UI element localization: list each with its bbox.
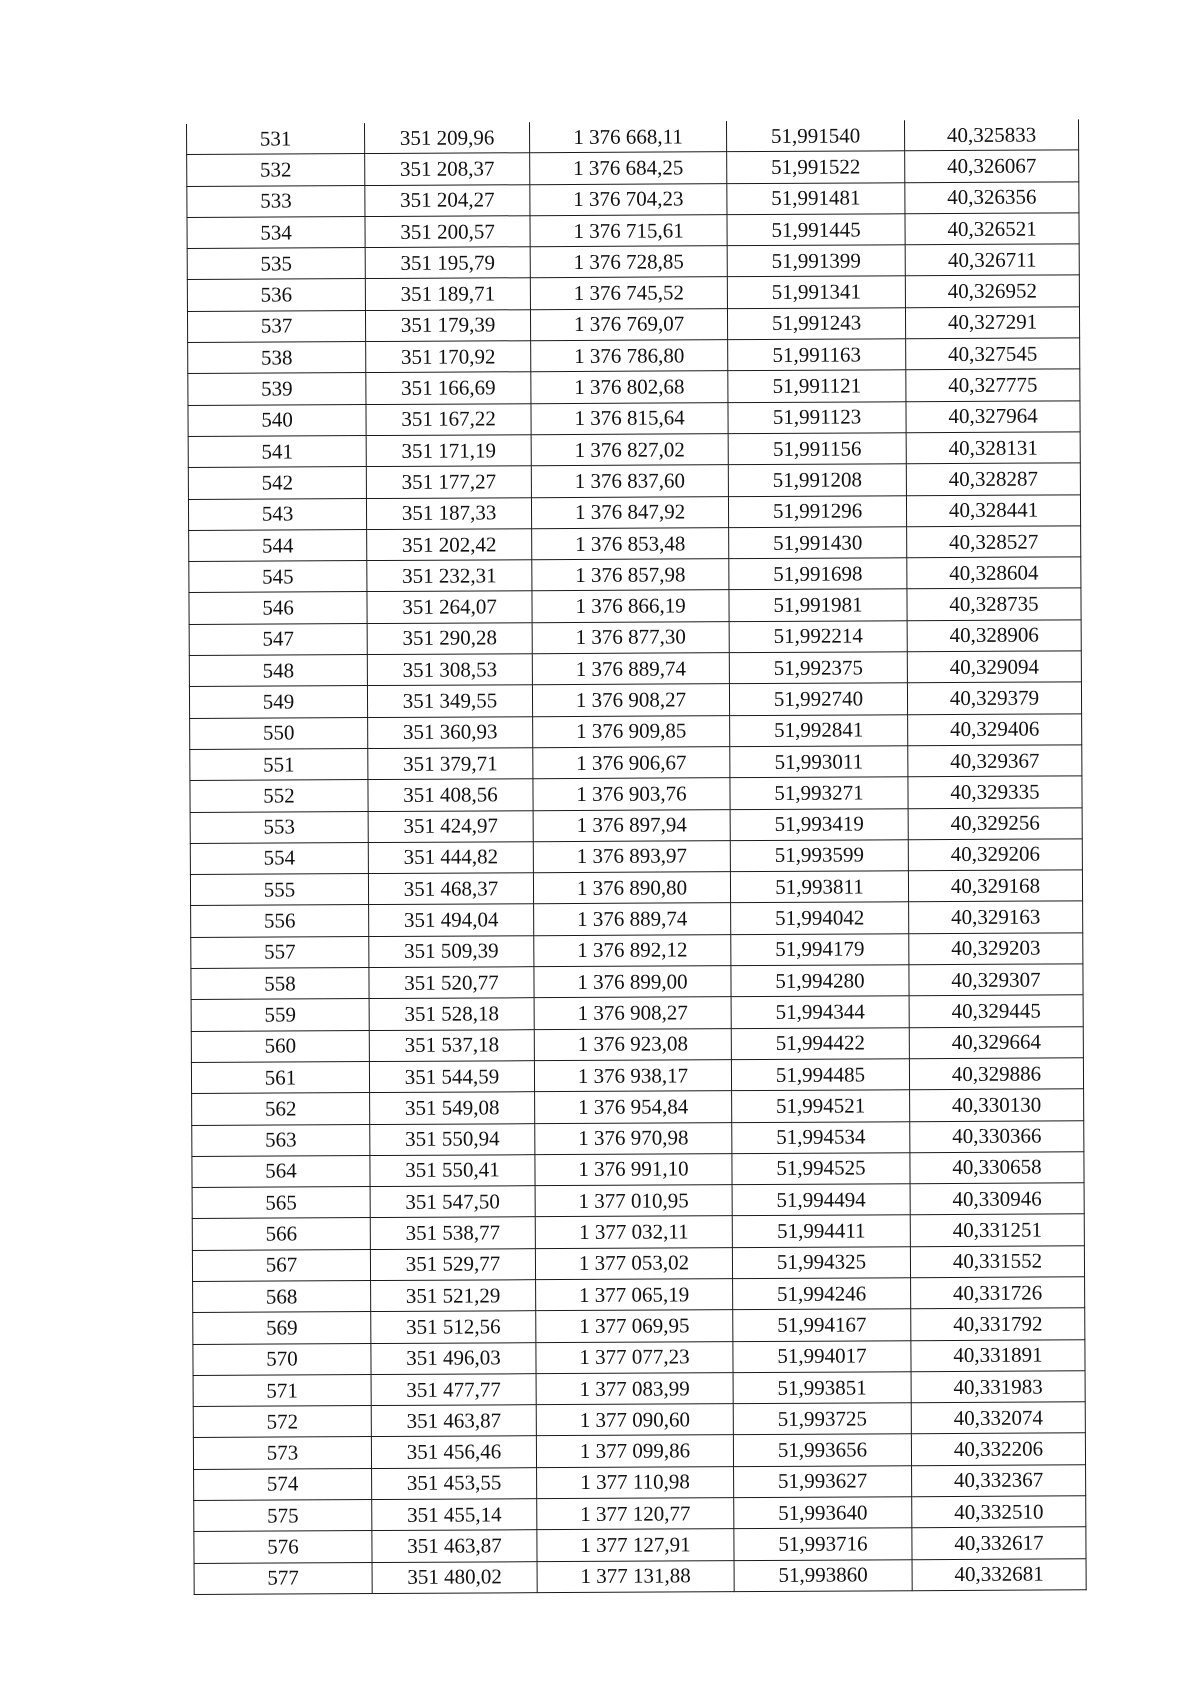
table-row bbox=[193, 1277, 1085, 1313]
cell-coord-x: 351 187,33 bbox=[366, 497, 531, 529]
cell-longitude: 40,332510 bbox=[912, 1496, 1086, 1528]
cell-longitude: 40,332367 bbox=[912, 1465, 1086, 1497]
cell-coord-x: 351 166,69 bbox=[366, 372, 531, 404]
cell-latitude: 51,992375 bbox=[729, 652, 907, 684]
cell-coord-x: 351 550,41 bbox=[370, 1154, 535, 1186]
table-row bbox=[192, 1152, 1084, 1188]
cell-coord-y: 1 376 906,67 bbox=[533, 747, 730, 779]
cell-longitude: 40,328906 bbox=[907, 620, 1081, 652]
cell-longitude: 40,327545 bbox=[906, 338, 1080, 370]
table-row bbox=[190, 807, 1082, 843]
cell-coord-y: 1 376 769,07 bbox=[530, 308, 727, 340]
cell-longitude: 40,329664 bbox=[909, 1026, 1083, 1058]
cell-point-number: 576 bbox=[194, 1531, 372, 1563]
cell-latitude: 51,993627 bbox=[734, 1465, 912, 1497]
cell-coord-x: 351 544,59 bbox=[369, 1061, 534, 1093]
cell-coord-y: 1 376 908,27 bbox=[532, 684, 729, 716]
cell-longitude: 40,328527 bbox=[907, 526, 1081, 558]
cell-point-number: 556 bbox=[191, 905, 369, 937]
table-row bbox=[191, 901, 1083, 937]
cell-coord-y: 1 376 991,10 bbox=[535, 1153, 732, 1185]
cell-coord-y: 1 376 815,64 bbox=[531, 402, 728, 434]
cell-coord-x: 351 538,77 bbox=[370, 1217, 535, 1249]
cell-point-number: 536 bbox=[187, 279, 365, 311]
cell-coord-y: 1 377 053,02 bbox=[535, 1247, 732, 1279]
cell-coord-x: 351 308,53 bbox=[367, 654, 532, 686]
cell-coord-x: 351 360,93 bbox=[368, 716, 533, 748]
cell-coord-x: 351 456,46 bbox=[371, 1436, 536, 1468]
cell-coord-x: 351 408,56 bbox=[368, 779, 533, 811]
cell-latitude: 51,991208 bbox=[728, 464, 906, 496]
cell-latitude: 51,993860 bbox=[734, 1559, 912, 1591]
cell-coord-x: 351 290,28 bbox=[367, 622, 532, 654]
cell-longitude: 40,327964 bbox=[906, 400, 1080, 432]
cell-coord-y: 1 377 083,99 bbox=[536, 1373, 733, 1405]
cell-coord-y: 1 376 909,85 bbox=[533, 715, 730, 747]
cell-longitude: 40,328604 bbox=[907, 557, 1081, 589]
table-row bbox=[191, 1026, 1083, 1062]
cell-longitude: 40,326356 bbox=[905, 181, 1079, 213]
cell-latitude: 51,994534 bbox=[732, 1121, 910, 1153]
cell-point-number: 531 bbox=[187, 123, 365, 155]
cell-point-number: 564 bbox=[192, 1155, 370, 1187]
table-row bbox=[189, 526, 1081, 562]
cell-point-number: 563 bbox=[192, 1124, 370, 1156]
cell-point-number: 543 bbox=[188, 498, 366, 530]
cell-coord-x: 351 170,92 bbox=[366, 341, 531, 373]
cell-coord-x: 351 167,22 bbox=[366, 403, 531, 435]
table-row bbox=[189, 682, 1081, 718]
cell-coord-x: 351 550,94 bbox=[370, 1123, 535, 1155]
table-row bbox=[193, 1371, 1085, 1407]
cell-coord-y: 1 376 704,23 bbox=[530, 183, 727, 215]
table-row bbox=[189, 557, 1081, 593]
cell-coord-y: 1 376 745,52 bbox=[530, 277, 727, 309]
cell-point-number: 546 bbox=[189, 592, 367, 624]
cell-longitude: 40,332681 bbox=[912, 1558, 1086, 1590]
cell-coord-y: 1 377 110,98 bbox=[537, 1466, 734, 1498]
cell-longitude: 40,328735 bbox=[907, 588, 1081, 620]
cell-point-number: 555 bbox=[190, 874, 368, 906]
cell-point-number: 549 bbox=[189, 686, 367, 718]
cell-longitude: 40,326952 bbox=[905, 275, 1079, 307]
cell-coord-y: 1 376 802,68 bbox=[531, 371, 728, 403]
cell-point-number: 571 bbox=[193, 1374, 371, 1406]
cell-latitude: 51,991522 bbox=[727, 151, 905, 183]
cell-longitude: 40,330658 bbox=[910, 1152, 1084, 1184]
cell-longitude: 40,329206 bbox=[908, 839, 1082, 871]
cell-coord-x: 351 512,56 bbox=[371, 1311, 536, 1343]
cell-coord-y: 1 377 010,95 bbox=[535, 1185, 732, 1217]
cell-longitude: 40,326067 bbox=[905, 150, 1079, 182]
table-row bbox=[194, 1558, 1086, 1594]
cell-coord-x: 351 189,71 bbox=[365, 278, 530, 310]
table-row bbox=[189, 620, 1081, 656]
cell-point-number: 537 bbox=[187, 310, 365, 342]
cell-longitude: 40,331891 bbox=[911, 1339, 1085, 1371]
cell-point-number: 541 bbox=[188, 436, 366, 468]
cell-coord-y: 1 376 923,08 bbox=[534, 1028, 731, 1060]
cell-point-number: 575 bbox=[194, 1500, 372, 1532]
cell-coord-x: 351 547,50 bbox=[370, 1186, 535, 1218]
cell-latitude: 51,991341 bbox=[727, 276, 905, 308]
table-row bbox=[193, 1308, 1085, 1344]
cell-latitude: 51,991163 bbox=[728, 339, 906, 371]
cell-longitude: 40,328131 bbox=[906, 432, 1080, 464]
cell-longitude: 40,329886 bbox=[909, 1058, 1083, 1090]
table-row bbox=[194, 1465, 1086, 1501]
cell-longitude: 40,325833 bbox=[904, 119, 1078, 151]
table-row bbox=[193, 1339, 1085, 1375]
cell-latitude: 51,992214 bbox=[729, 620, 907, 652]
cell-coord-x: 351 520,77 bbox=[369, 967, 534, 999]
cell-coord-y: 1 376 684,25 bbox=[530, 152, 727, 184]
table-row bbox=[191, 1058, 1083, 1094]
cell-latitude: 51,993640 bbox=[734, 1497, 912, 1529]
table-row bbox=[187, 307, 1079, 343]
cell-coord-y: 1 376 970,98 bbox=[535, 1122, 732, 1154]
cell-coord-x: 351 200,57 bbox=[365, 216, 530, 248]
cell-coord-x: 351 528,18 bbox=[369, 998, 534, 1030]
cell-longitude: 40,329406 bbox=[908, 713, 1082, 745]
cell-coord-y: 1 376 857,98 bbox=[532, 559, 729, 591]
cell-longitude: 40,331792 bbox=[911, 1308, 1085, 1340]
cell-coord-y: 1 376 786,80 bbox=[531, 340, 728, 372]
cell-latitude: 51,994280 bbox=[731, 965, 909, 997]
cell-coord-x: 351 494,04 bbox=[369, 904, 534, 936]
cell-coord-x: 351 379,71 bbox=[368, 748, 533, 780]
cell-point-number: 550 bbox=[190, 717, 368, 749]
table-row bbox=[194, 1527, 1086, 1563]
cell-longitude: 40,329379 bbox=[907, 682, 1081, 714]
cell-longitude: 40,330946 bbox=[910, 1183, 1084, 1215]
cell-latitude: 51,994179 bbox=[731, 933, 909, 965]
table-row bbox=[188, 400, 1080, 436]
cell-longitude: 40,329163 bbox=[909, 901, 1083, 933]
cell-longitude: 40,332074 bbox=[911, 1402, 1085, 1434]
cell-latitude: 51,994325 bbox=[732, 1246, 910, 1278]
cell-latitude: 51,991156 bbox=[728, 433, 906, 465]
cell-coord-x: 351 521,29 bbox=[371, 1280, 536, 1312]
cell-latitude: 51,994246 bbox=[733, 1278, 911, 1310]
table-row bbox=[187, 213, 1079, 249]
cell-latitude: 51,994167 bbox=[733, 1309, 911, 1341]
cell-coord-x: 351 468,37 bbox=[368, 873, 533, 905]
table-row bbox=[190, 839, 1082, 875]
cell-point-number: 547 bbox=[189, 623, 367, 655]
cell-coord-y: 1 376 847,92 bbox=[531, 496, 728, 528]
cell-longitude: 40,329256 bbox=[908, 807, 1082, 839]
cell-point-number: 551 bbox=[190, 748, 368, 780]
cell-latitude: 51,993656 bbox=[733, 1434, 911, 1466]
cell-coord-y: 1 376 728,85 bbox=[530, 246, 727, 278]
table-row bbox=[191, 964, 1083, 1000]
table-row bbox=[190, 776, 1082, 812]
cell-point-number: 545 bbox=[189, 561, 367, 593]
table-row bbox=[192, 1214, 1084, 1250]
cell-longitude: 40,327775 bbox=[906, 369, 1080, 401]
cell-latitude: 51,991243 bbox=[727, 308, 905, 340]
cell-latitude: 51,992841 bbox=[730, 714, 908, 746]
cell-point-number: 532 bbox=[187, 154, 365, 186]
table-row bbox=[191, 933, 1083, 969]
cell-latitude: 51,994422 bbox=[731, 1027, 909, 1059]
table-row bbox=[190, 870, 1082, 906]
cell-coord-y: 1 377 090,60 bbox=[536, 1404, 733, 1436]
cell-longitude: 40,329168 bbox=[908, 870, 1082, 902]
cell-point-number: 577 bbox=[194, 1562, 372, 1594]
cell-coord-y: 1 376 897,94 bbox=[533, 809, 730, 841]
cell-latitude: 51,991481 bbox=[727, 182, 905, 214]
cell-point-number: 557 bbox=[191, 936, 369, 968]
cell-longitude: 40,330366 bbox=[910, 1120, 1084, 1152]
cell-longitude: 40,331552 bbox=[910, 1245, 1084, 1277]
table-row bbox=[188, 432, 1080, 468]
cell-coord-y: 1 377 131,88 bbox=[537, 1560, 734, 1592]
table-row bbox=[187, 119, 1079, 154]
cell-longitude: 40,329335 bbox=[908, 776, 1082, 808]
cell-coord-y: 1 376 866,19 bbox=[532, 590, 729, 622]
cell-coord-x: 351 549,08 bbox=[370, 1092, 535, 1124]
cell-point-number: 542 bbox=[188, 467, 366, 499]
cell-latitude: 51,994411 bbox=[732, 1215, 910, 1247]
cell-latitude: 51,991399 bbox=[727, 245, 905, 277]
cell-longitude: 40,329307 bbox=[909, 964, 1083, 996]
cell-coord-y: 1 376 899,00 bbox=[534, 966, 731, 998]
cell-coord-y: 1 377 032,11 bbox=[535, 1216, 732, 1248]
cell-coord-y: 1 376 853,48 bbox=[532, 528, 729, 560]
cell-coord-y: 1 377 127,91 bbox=[537, 1529, 734, 1561]
cell-latitude: 51,991981 bbox=[729, 589, 907, 621]
coordinates-table-body bbox=[187, 119, 1087, 1594]
cell-coord-x: 351 529,77 bbox=[370, 1248, 535, 1280]
cell-point-number: 565 bbox=[192, 1187, 370, 1219]
cell-point-number: 534 bbox=[187, 216, 365, 248]
cell-longitude: 40,331251 bbox=[910, 1214, 1084, 1246]
cell-coord-y: 1 377 069,95 bbox=[536, 1310, 733, 1342]
cell-longitude: 40,327291 bbox=[905, 307, 1079, 339]
table-row bbox=[193, 1402, 1085, 1438]
cell-coord-y: 1 377 099,86 bbox=[536, 1435, 733, 1467]
table-row bbox=[188, 369, 1080, 405]
cell-coord-y: 1 376 954,84 bbox=[535, 1091, 732, 1123]
cell-longitude: 40,329203 bbox=[909, 933, 1083, 965]
cell-coord-x: 351 232,31 bbox=[367, 560, 532, 592]
cell-point-number: 553 bbox=[190, 811, 368, 843]
table-row bbox=[192, 1183, 1084, 1219]
cell-coord-y: 1 376 889,74 bbox=[532, 653, 729, 685]
cell-coord-y: 1 376 893,97 bbox=[533, 840, 730, 872]
cell-coord-y: 1 377 065,19 bbox=[536, 1279, 733, 1311]
cell-latitude: 51,991121 bbox=[728, 370, 906, 402]
cell-point-number: 548 bbox=[189, 655, 367, 687]
cell-longitude: 40,329367 bbox=[908, 745, 1082, 777]
cell-latitude: 51,991698 bbox=[729, 558, 907, 590]
cell-longitude: 40,329094 bbox=[907, 651, 1081, 683]
cell-longitude: 40,331983 bbox=[911, 1371, 1085, 1403]
cell-longitude: 40,326521 bbox=[905, 213, 1079, 245]
cell-latitude: 51,993271 bbox=[730, 777, 908, 809]
cell-point-number: 570 bbox=[193, 1343, 371, 1375]
table-row bbox=[187, 150, 1079, 186]
cell-coord-x: 351 177,27 bbox=[366, 466, 531, 498]
table-row bbox=[189, 651, 1081, 687]
cell-coord-x: 351 171,19 bbox=[366, 435, 531, 467]
table-row bbox=[192, 1120, 1084, 1156]
cell-point-number: 533 bbox=[187, 185, 365, 217]
table-row bbox=[188, 494, 1080, 530]
cell-coord-y: 1 376 890,80 bbox=[533, 872, 730, 904]
cell-longitude: 40,329445 bbox=[909, 995, 1083, 1027]
cell-point-number: 552 bbox=[190, 780, 368, 812]
cell-coord-y: 1 376 715,61 bbox=[530, 215, 727, 247]
cell-coord-x: 351 537,18 bbox=[369, 1029, 534, 1061]
cell-point-number: 559 bbox=[191, 999, 369, 1031]
cell-coord-y: 1 376 903,76 bbox=[533, 778, 730, 810]
cell-coord-y: 1 376 668,11 bbox=[529, 121, 726, 153]
cell-coord-x: 351 480,02 bbox=[372, 1561, 537, 1593]
table-row bbox=[190, 713, 1082, 749]
cell-longitude: 40,330130 bbox=[910, 1089, 1084, 1121]
cell-latitude: 51,993011 bbox=[730, 746, 908, 778]
cell-point-number: 540 bbox=[188, 404, 366, 436]
cell-longitude: 40,331726 bbox=[911, 1277, 1085, 1309]
cell-coord-x: 351 349,55 bbox=[367, 685, 532, 717]
cell-point-number: 573 bbox=[193, 1437, 371, 1469]
cell-coord-y: 1 376 938,17 bbox=[534, 1060, 731, 1092]
cell-coord-x: 351 264,07 bbox=[367, 591, 532, 623]
cell-latitude: 51,994485 bbox=[731, 1059, 909, 1091]
cell-latitude: 51,993851 bbox=[733, 1372, 911, 1404]
cell-longitude: 40,332206 bbox=[911, 1433, 1085, 1465]
table-row bbox=[192, 1089, 1084, 1125]
table-row bbox=[188, 338, 1080, 374]
cell-longitude: 40,328287 bbox=[906, 463, 1080, 495]
cell-point-number: 544 bbox=[189, 529, 367, 561]
table-row bbox=[188, 463, 1080, 499]
cell-coord-y: 1 376 877,30 bbox=[532, 621, 729, 653]
cell-coord-x: 351 202,42 bbox=[367, 529, 532, 561]
cell-coord-x: 351 209,96 bbox=[364, 122, 529, 154]
cell-coord-x: 351 179,39 bbox=[365, 309, 530, 341]
cell-latitude: 51,991296 bbox=[728, 495, 906, 527]
cell-point-number: 569 bbox=[193, 1312, 371, 1344]
cell-latitude: 51,992740 bbox=[729, 683, 907, 715]
cell-coord-y: 1 377 077,23 bbox=[536, 1341, 733, 1373]
coordinates-table bbox=[186, 119, 1087, 1595]
cell-point-number: 535 bbox=[187, 248, 365, 280]
cell-coord-x: 351 509,39 bbox=[369, 935, 534, 967]
cell-latitude: 51,991430 bbox=[729, 527, 907, 559]
cell-coord-x: 351 453,55 bbox=[372, 1467, 537, 1499]
cell-coord-x: 351 195,79 bbox=[365, 247, 530, 279]
cell-point-number: 568 bbox=[193, 1281, 371, 1313]
table-row bbox=[187, 275, 1079, 311]
cell-coord-x: 351 463,87 bbox=[372, 1530, 537, 1562]
cell-latitude: 51,993811 bbox=[730, 871, 908, 903]
table-row bbox=[191, 995, 1083, 1031]
cell-latitude: 51,994494 bbox=[732, 1184, 910, 1216]
cell-coord-y: 1 377 120,77 bbox=[537, 1498, 734, 1530]
cell-coord-y: 1 376 892,12 bbox=[534, 934, 731, 966]
cell-longitude: 40,328441 bbox=[906, 494, 1080, 526]
cell-latitude: 51,991123 bbox=[728, 401, 906, 433]
cell-coord-y: 1 376 889,74 bbox=[534, 903, 731, 935]
table-row bbox=[187, 244, 1079, 280]
cell-point-number: 562 bbox=[192, 1093, 370, 1125]
cell-latitude: 51,993725 bbox=[733, 1403, 911, 1435]
cell-point-number: 538 bbox=[188, 342, 366, 374]
cell-point-number: 558 bbox=[191, 968, 369, 1000]
cell-latitude: 51,994525 bbox=[732, 1153, 910, 1185]
table-row bbox=[187, 181, 1079, 217]
cell-coord-x: 351 496,03 bbox=[371, 1342, 536, 1374]
cell-coord-y: 1 376 827,02 bbox=[531, 434, 728, 466]
table-row bbox=[190, 745, 1082, 781]
cell-latitude: 51,993599 bbox=[730, 840, 908, 872]
table-row bbox=[192, 1245, 1084, 1281]
cell-point-number: 539 bbox=[188, 373, 366, 405]
cell-latitude: 51,993419 bbox=[730, 808, 908, 840]
cell-point-number: 572 bbox=[193, 1406, 371, 1438]
cell-point-number: 560 bbox=[191, 1030, 369, 1062]
cell-coord-y: 1 376 837,60 bbox=[531, 465, 728, 497]
cell-point-number: 567 bbox=[192, 1249, 370, 1281]
table-row bbox=[189, 588, 1081, 624]
cell-latitude: 51,993716 bbox=[734, 1528, 912, 1560]
cell-latitude: 51,994521 bbox=[732, 1090, 910, 1122]
cell-point-number: 574 bbox=[194, 1468, 372, 1500]
cell-point-number: 561 bbox=[191, 1061, 369, 1093]
cell-coord-x: 351 477,77 bbox=[371, 1374, 536, 1406]
cell-coord-x: 351 208,37 bbox=[365, 153, 530, 185]
cell-point-number: 554 bbox=[190, 842, 368, 874]
table-row bbox=[193, 1433, 1085, 1469]
cell-coord-y: 1 376 908,27 bbox=[534, 997, 731, 1029]
table-row bbox=[194, 1496, 1086, 1532]
cell-coord-x: 351 463,87 bbox=[371, 1405, 536, 1437]
cell-longitude: 40,332617 bbox=[912, 1527, 1086, 1559]
cell-coord-x: 351 444,82 bbox=[368, 842, 533, 874]
cell-coord-x: 351 455,14 bbox=[372, 1499, 537, 1531]
cell-coord-x: 351 204,27 bbox=[365, 184, 530, 216]
cell-latitude: 51,994017 bbox=[733, 1340, 911, 1372]
cell-latitude: 51,994042 bbox=[731, 902, 909, 934]
cell-latitude: 51,991445 bbox=[727, 214, 905, 246]
cell-latitude: 51,991540 bbox=[726, 120, 904, 152]
cell-coord-x: 351 424,97 bbox=[368, 810, 533, 842]
cell-longitude: 40,326711 bbox=[905, 244, 1079, 276]
cell-point-number: 566 bbox=[192, 1218, 370, 1250]
cell-latitude: 51,994344 bbox=[731, 996, 909, 1028]
